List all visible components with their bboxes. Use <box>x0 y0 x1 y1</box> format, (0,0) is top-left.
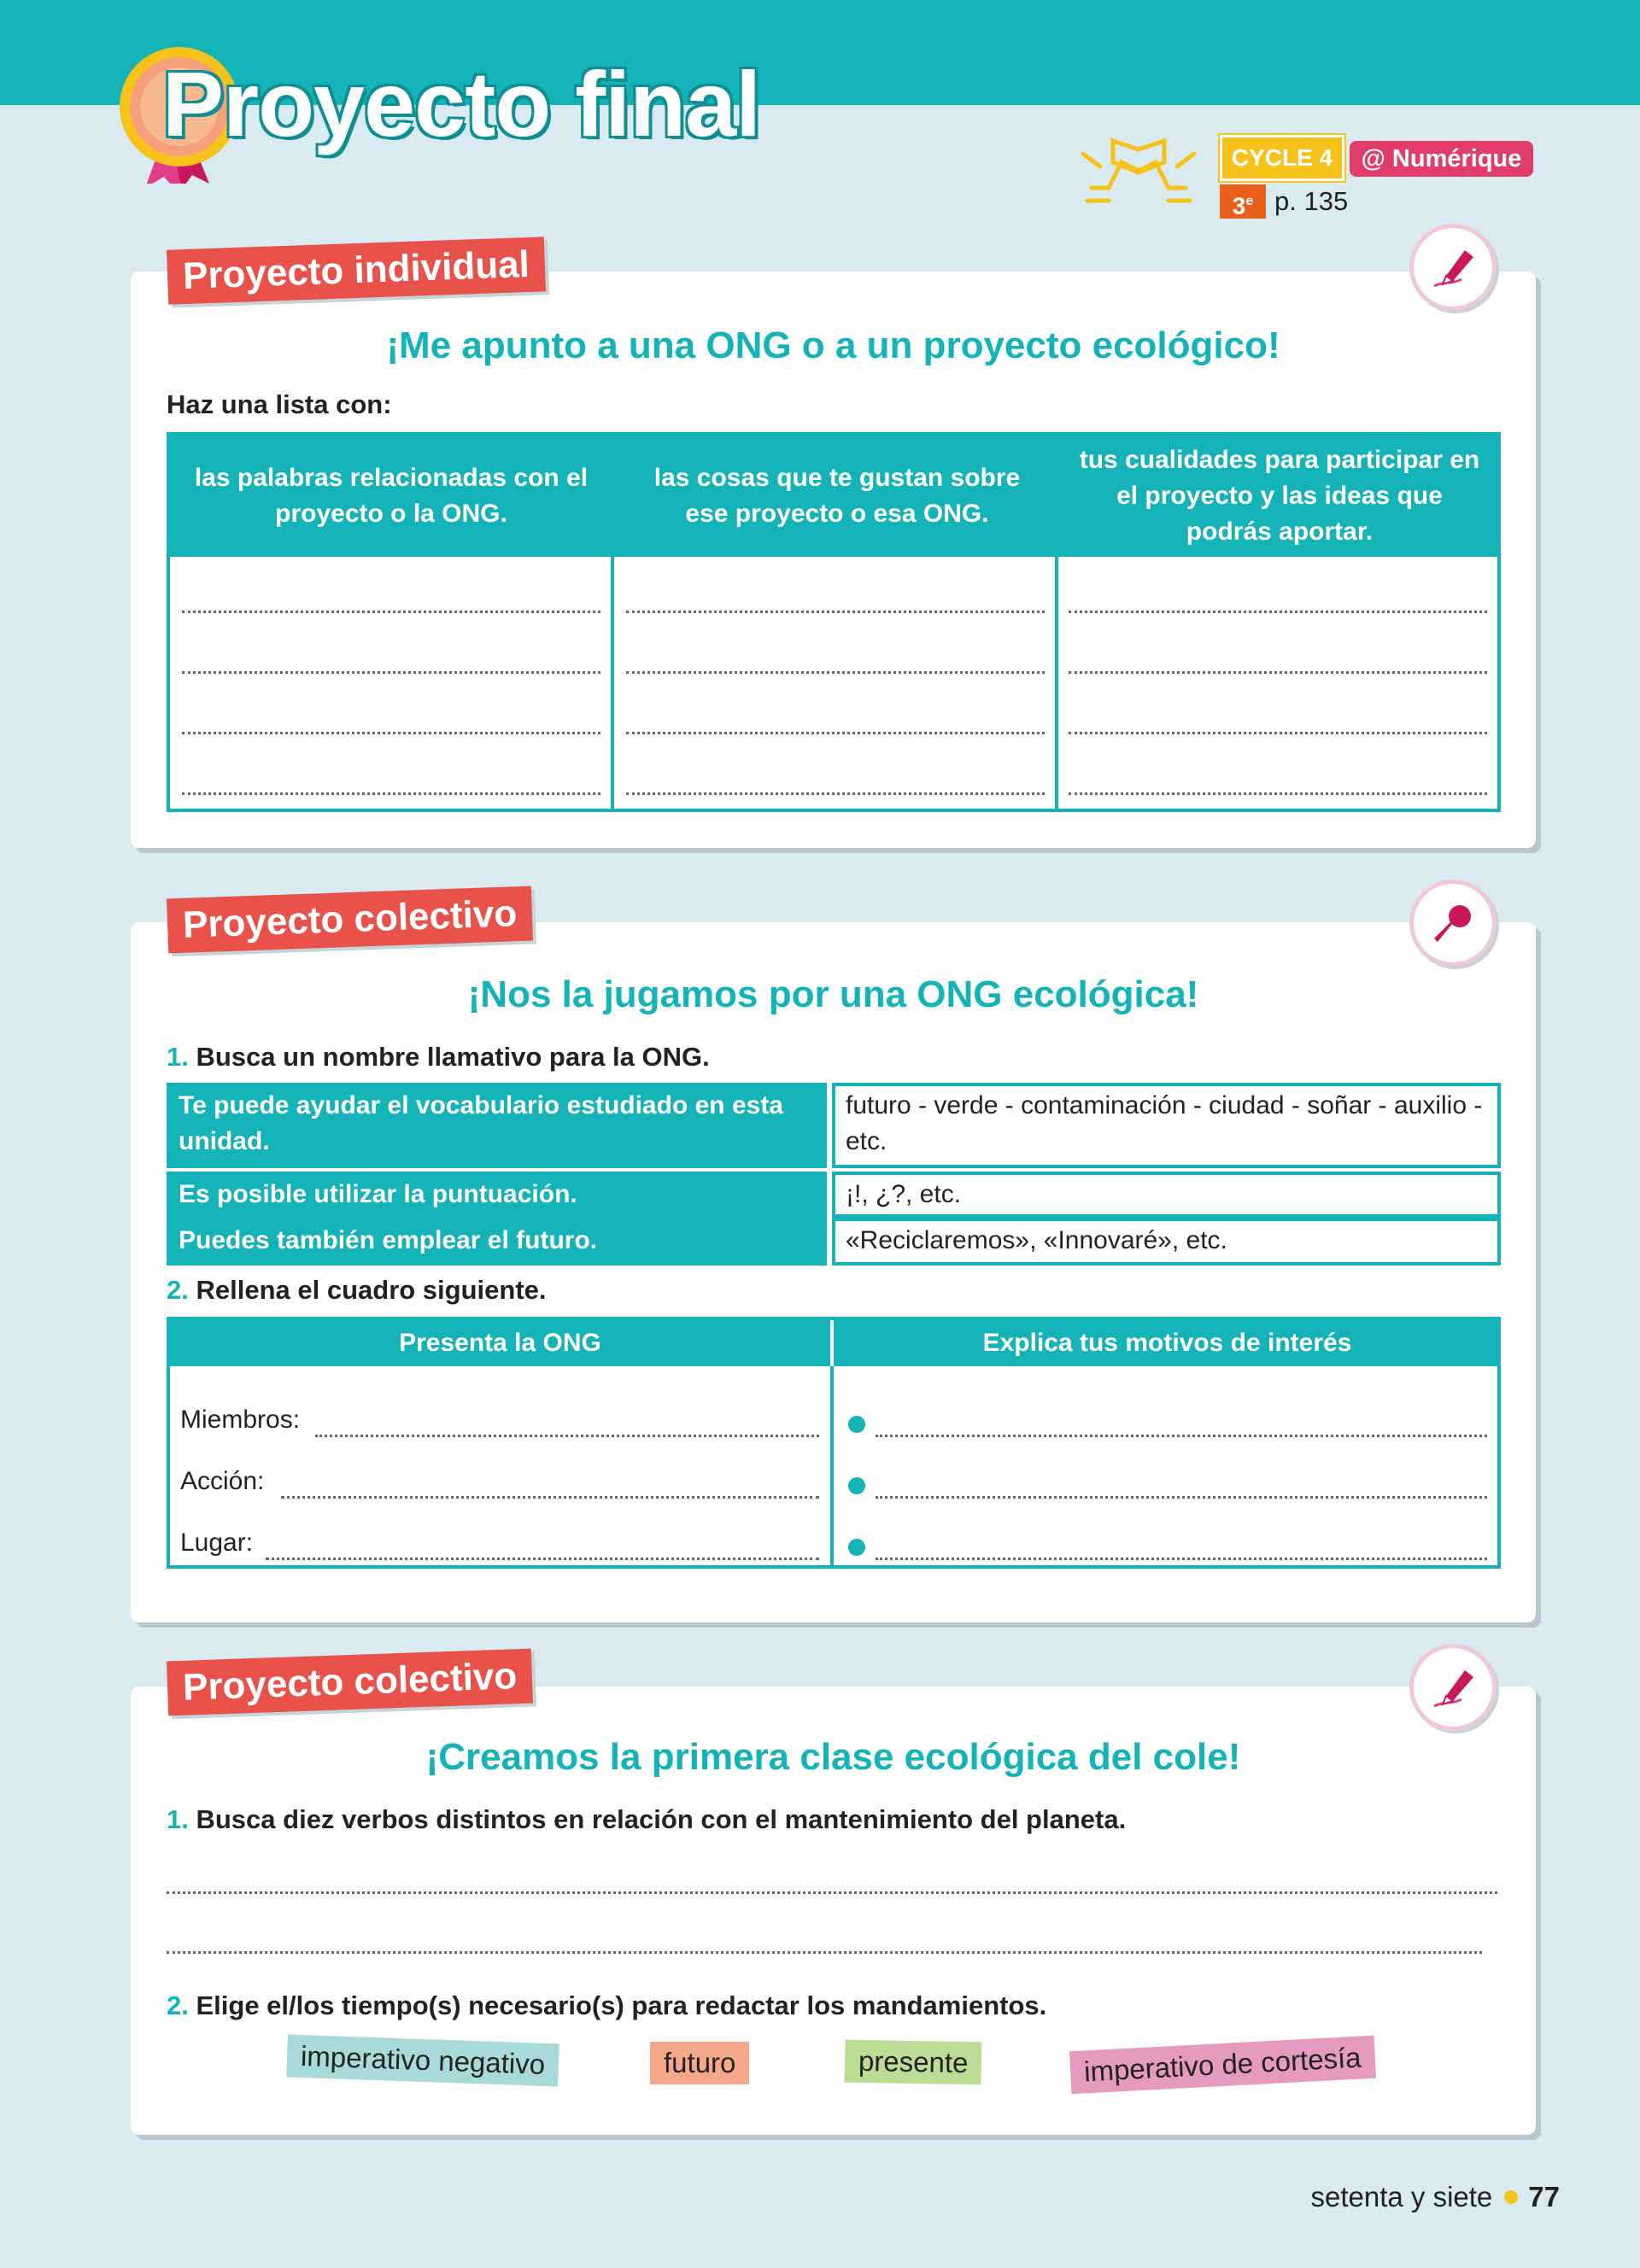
field-label-place: Lugar: <box>180 1529 254 1557</box>
step-text: Busca un nombre llamativo para la ONG. <box>196 1042 710 1072</box>
column-header: tus cualidades para participar en el proyecto y las ideas que podrás aportar. <box>1079 446 1480 546</box>
hint-value: ¡!, ¿?, etc. <box>832 1172 1501 1218</box>
answer-line[interactable] <box>1069 671 1487 674</box>
answer-line[interactable] <box>1069 611 1487 613</box>
answer-line[interactable] <box>876 1558 1487 1560</box>
page-title: Proyecto final <box>162 52 761 155</box>
page-words: setenta y siete <box>1310 2181 1493 2212</box>
section-tag: Proyecto individual <box>167 237 546 304</box>
section-tag: Proyecto colectivo <box>167 886 533 954</box>
grade-badge <box>1220 184 1266 219</box>
step-number: 2. <box>167 1275 189 1305</box>
option-presente[interactable]: presente <box>845 2040 982 2085</box>
answer-line[interactable] <box>626 671 1045 674</box>
answer-line[interactable] <box>281 1496 819 1499</box>
answer-line[interactable] <box>1069 732 1487 734</box>
section-title: ¡Me apunto a una ONG o a un proyecto ecológico! <box>386 324 1280 366</box>
step-text: Busca diez verbos distintos en relación con el mantenimiento del planeta. <box>196 1804 1127 1834</box>
table-row <box>167 1172 1501 1218</box>
answer-line[interactable] <box>1069 792 1487 795</box>
divider <box>830 1320 834 1366</box>
step-1 <box>167 1042 710 1073</box>
option-imperativo-de-cortesia[interactable]: imperativo de cortesía <box>1069 2036 1376 2095</box>
page-reference[interactable]: p. 135 <box>1274 186 1349 216</box>
answer-line[interactable] <box>626 611 1045 613</box>
answer-line[interactable] <box>266 1558 819 1560</box>
answer-line[interactable] <box>876 1496 1487 1499</box>
hint-value: futuro - verde - contaminación - ciudad - soñar - auxilio - etc. <box>832 1083 1501 1168</box>
column-header: las cosas que te gustan sobre ese proyecto o esa ONG. <box>653 464 1021 528</box>
bullet <box>848 1416 865 1433</box>
divider <box>1055 435 1058 809</box>
answer-line[interactable] <box>182 671 600 674</box>
answer-line[interactable] <box>876 1435 1487 1437</box>
grade-number: 3 <box>1232 192 1246 219</box>
step-2 <box>167 1990 1046 2021</box>
column-header: Presenta la ONG <box>399 1329 601 1357</box>
answer-line[interactable] <box>182 611 600 613</box>
column-header: las palabras relacionadas con el proyecto o la ONG. <box>194 464 589 528</box>
bullet <box>848 1477 865 1494</box>
pen-icon <box>1409 1644 1496 1731</box>
answer-line[interactable] <box>182 792 600 795</box>
pen-icon <box>1409 224 1496 311</box>
column-header: Explica tus motivos de interés <box>982 1329 1352 1357</box>
section-title: ¡Nos la jugamos por una ONG ecológica! <box>467 973 1199 1015</box>
field-label-action: Acción: <box>180 1467 265 1495</box>
page-number: 77 <box>1528 2181 1560 2212</box>
step-2 <box>167 1275 547 1306</box>
step-text: Rellena el cuadro siguiente. <box>196 1275 547 1305</box>
divider <box>611 435 614 809</box>
step-1 <box>167 1804 1126 1835</box>
bullet <box>848 1539 865 1556</box>
collective-project-card-ong <box>131 922 1536 1622</box>
cycle-badge: CYCLE 4 <box>1220 135 1344 181</box>
step-number: 1. <box>167 1042 189 1072</box>
collective-project-card-class <box>131 1686 1536 2135</box>
microphone-icon <box>1409 880 1496 967</box>
hint-label: Puedes también emplear el futuro. <box>167 1218 827 1266</box>
individual-project-card <box>131 272 1536 848</box>
hint-label: Es posible utilizar la puntuación. <box>167 1172 827 1218</box>
footer-dot <box>1504 2190 1518 2204</box>
option-imperativo-negativo[interactable]: imperativo negativo <box>286 2034 559 2086</box>
section-tag: Proyecto colectivo <box>167 1649 533 1716</box>
hint-label: Te puede ayudar el vocabulario estudiado en esta unidad. <box>167 1083 827 1168</box>
answer-line[interactable] <box>626 732 1045 734</box>
numerique-badge[interactable]: @ Numérique <box>1350 141 1533 177</box>
reading-hands-icon <box>1075 137 1203 205</box>
answer-line[interactable] <box>167 1891 1497 1894</box>
grade-superscript: e <box>1245 194 1254 208</box>
table-row <box>167 1083 1501 1168</box>
answer-line[interactable] <box>182 732 600 734</box>
answer-line[interactable] <box>167 1951 1482 1954</box>
list-table <box>167 432 1501 812</box>
section-title: ¡Creamos la primera clase ecológica del cole! <box>425 1736 1241 1778</box>
step-text: Elige el/los tiempo(s) necesario(s) para redactar los mandamientos. <box>196 1990 1047 2020</box>
hint-value: «Reciclaremos», «Innovaré», etc. <box>832 1218 1501 1266</box>
option-futuro[interactable]: futuro <box>650 2042 749 2084</box>
answer-line[interactable] <box>626 792 1045 795</box>
list-instruction: Haz una lista con: <box>167 389 392 419</box>
step-number: 2. <box>167 1990 189 2020</box>
step-number: 1. <box>167 1804 189 1834</box>
answer-line[interactable] <box>315 1435 819 1437</box>
table-row <box>167 1218 1501 1266</box>
field-label-members: Miembros: <box>180 1406 301 1434</box>
page-footer <box>1310 2181 1560 2213</box>
ong-table <box>167 1317 1501 1569</box>
hints-table <box>167 1083 1501 1264</box>
